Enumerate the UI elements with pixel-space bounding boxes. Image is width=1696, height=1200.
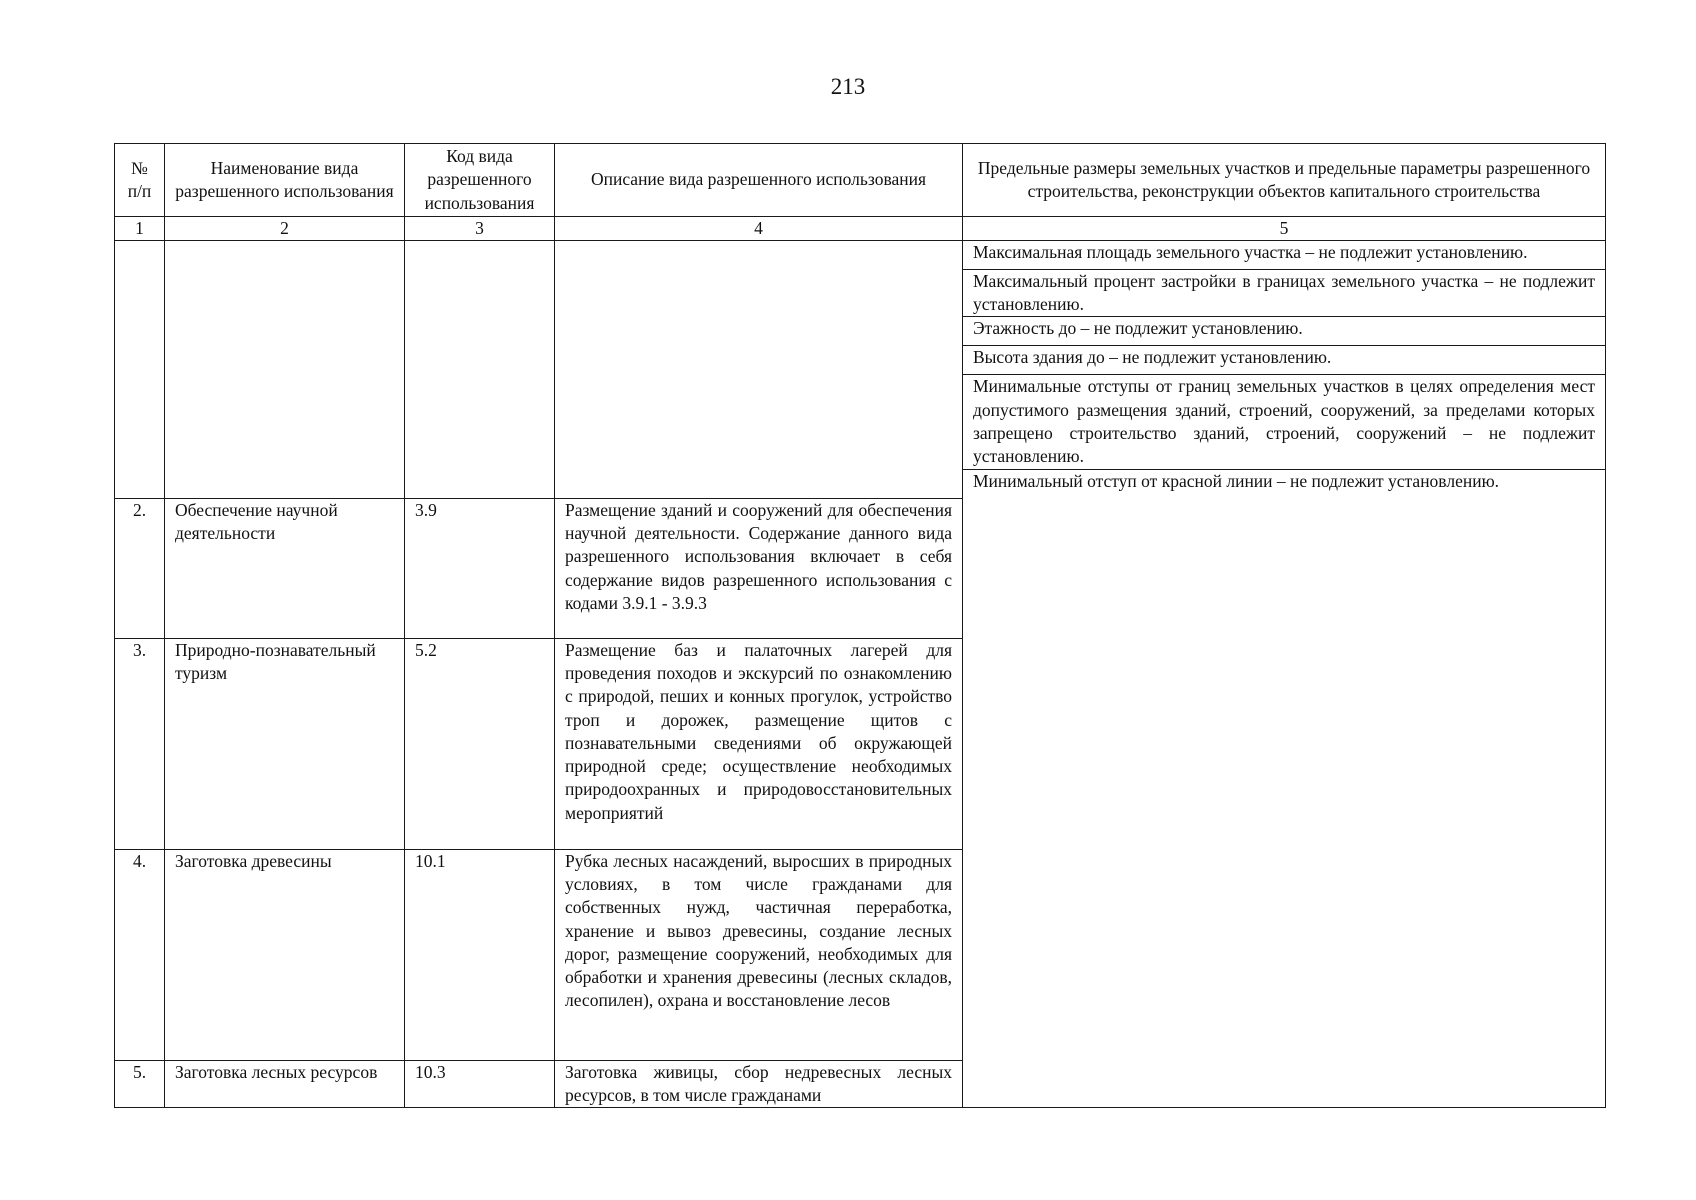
continued-code-cell <box>405 240 555 498</box>
param-min-setbacks: Минимальные отступы от границ земельных участков в целях определения мест допустимого размещения зданий, строений, сооружений, за пределами которых запрещено строительство зданий, строений, сооружений – не подлежит установлению. <box>963 375 1606 469</box>
header-number: № п/п <box>115 144 165 217</box>
use-name: Заготовка древесины <box>165 849 405 1060</box>
row-number: 5. <box>115 1060 165 1108</box>
use-name: Обеспечение научной деятельности <box>165 498 405 638</box>
use-description: Размещение зданий и сооружений для обеспечения научной деятельности. Содержание данного вида разрешенного использования включает в себя содержание видов разрешенного использования с кодами 3.9.1 - 3.9.3 <box>555 498 963 638</box>
use-code: 10.3 <box>405 1060 555 1108</box>
use-code: 3.9 <box>405 498 555 638</box>
use-code: 10.1 <box>405 849 555 1060</box>
param-max-area: Максимальная площадь земельного участка – не подлежит установлению. <box>963 240 1606 269</box>
column-number: 4 <box>555 216 963 240</box>
continued-name-cell <box>165 240 405 498</box>
use-code: 5.2 <box>405 638 555 849</box>
header-parameters: Предельные размеры земельных участков и предельные параметры разрешенного строительства, реконструкции объектов капитального строительства <box>963 144 1606 217</box>
header-description: Описание вида разрешенного использования <box>555 144 963 217</box>
row-number: 4. <box>115 849 165 1060</box>
permitted-use-table <box>114 143 1606 1108</box>
param-red-line-setback: Минимальный отступ от красной линии – не подлежит установлению. <box>963 469 1606 1108</box>
use-name: Заготовка лесных ресурсов <box>165 1060 405 1108</box>
table-header-row <box>115 144 1606 217</box>
table-row <box>115 240 1606 269</box>
param-floors: Этажность до – не подлежит установлению. <box>963 317 1606 346</box>
column-number: 3 <box>405 216 555 240</box>
page-number: 213 <box>830 74 866 99</box>
column-number: 2 <box>165 216 405 240</box>
column-number: 1 <box>115 216 165 240</box>
continued-number-cell <box>115 240 165 498</box>
continued-description-cell <box>555 240 963 498</box>
header-name: Наименование вида разрешенного использования <box>165 144 405 217</box>
use-name: Природно-познавательный туризм <box>165 638 405 849</box>
use-description: Рубка лесных насаждений, выросших в природных условиях, в том числе гражданами для собственных нужд, частичная переработка, хранение и вывоз древесины, создание лесных дорог, размещение сооружений, необходимых для обработки и хранения древесины (лесных складов, лесопилен), охрана и восстановление лесов <box>555 849 963 1060</box>
param-max-build-percent: Максимальный процент застройки в границах земельного участка – не подлежит установлению. <box>963 269 1606 317</box>
column-number-row <box>115 216 1606 240</box>
header-code: Код вида разрешенного использования <box>405 144 555 217</box>
use-description: Заготовка живицы, сбор недревесных лесных ресурсов, в том числе гражданами <box>555 1060 963 1108</box>
use-description: Размещение баз и палаточных лагерей для проведения походов и экскурсий по ознакомлению с природой, пеших и конных прогулок, устройство троп и дорожек, размещение щитов с познавательными сведениями об окружающей природной среде; осуществление необходимых природоохранных и природовосстановительных мероприятий <box>555 638 963 849</box>
row-number: 3. <box>115 638 165 849</box>
column-number: 5 <box>963 216 1606 240</box>
row-number: 2. <box>115 498 165 638</box>
param-height: Высота здания до – не подлежит установлению. <box>963 346 1606 375</box>
